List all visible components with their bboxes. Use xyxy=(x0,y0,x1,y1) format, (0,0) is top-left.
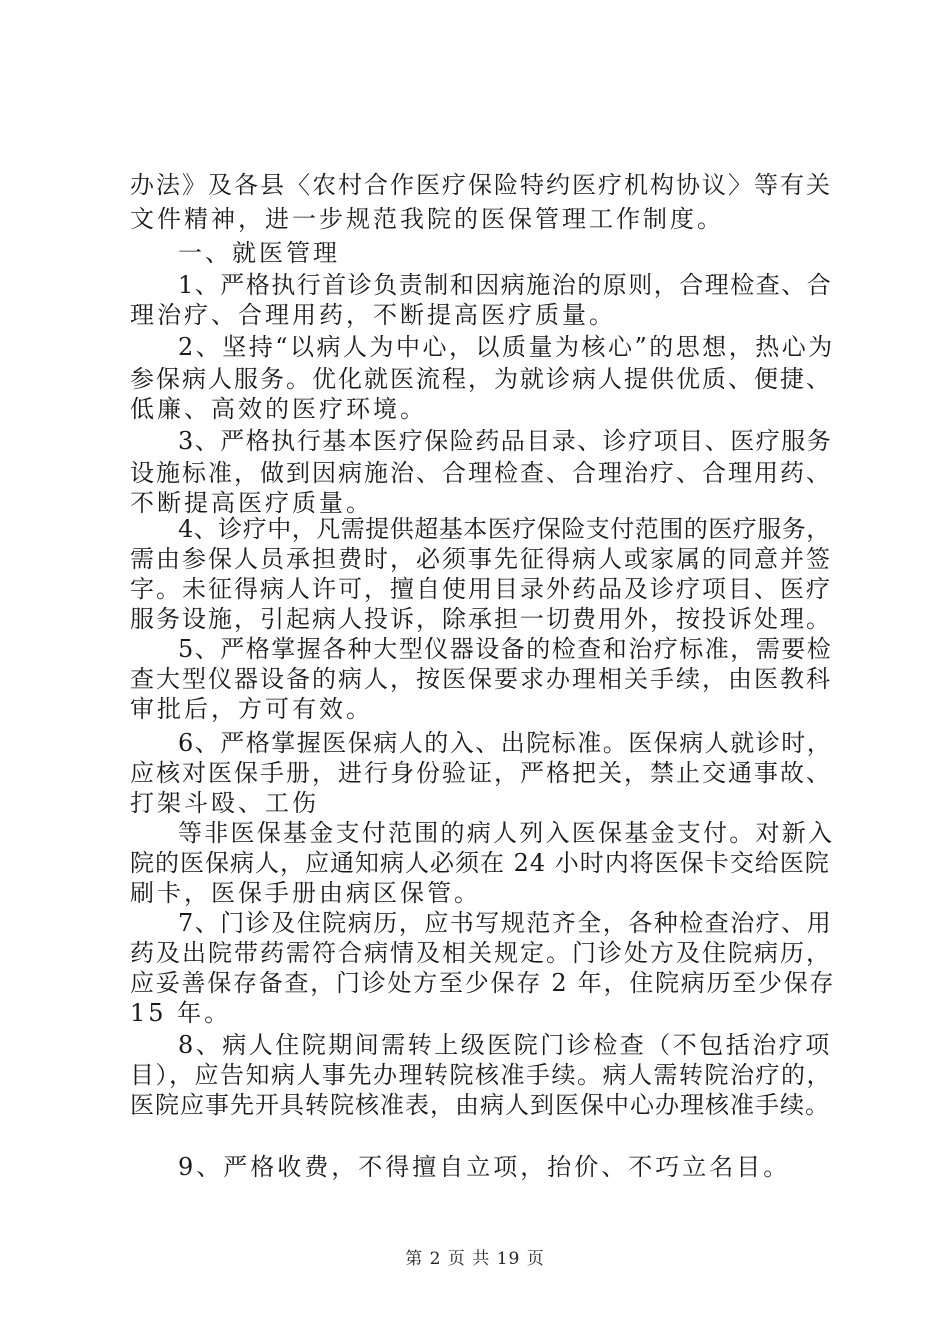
text-line: 低廉、高效的医疗环境。 xyxy=(130,395,427,423)
text-line: 7、门诊及住院病历，应书写规范齐全，各种检查治疗、用 xyxy=(178,909,833,937)
text-line: 需由参保人员承担费时，必须事先征得病人或家属的同意并签 xyxy=(130,545,832,573)
text-line: 办法》及各县〈农村合作医疗保险特约医疗机构协议〉等有关 xyxy=(130,171,832,199)
text-line: 9、严格收费，不得擅自立项，抬价、不巧立名目。 xyxy=(178,1153,791,1181)
page-number: 第 2 页 共 19 页 xyxy=(405,1249,545,1269)
text-line: 等非医保基金支付范围的病人列入医保基金支付。对新入 xyxy=(178,819,835,847)
text-line: 服务设施，引起病人投诉，除承担一切费用外，按投诉处理。 xyxy=(130,605,832,633)
text-line: 8、病人住院期间需转上级医院门诊检查（不包括治疗项 xyxy=(178,1031,832,1059)
text-line: 字。未征得病人许可，擅自使用目录外药品及诊疗项目、医疗 xyxy=(130,575,832,603)
text-line: 审批后，方可有效。 xyxy=(130,695,373,723)
text-line: 打架斗殴、工伤 xyxy=(130,789,319,817)
text-line: 应妥善保存备查，门诊处方至少保存 2 年，住院病历至少保存 xyxy=(130,969,836,997)
text-line: 3、严格执行基本医疗保险药品目录、诊疗项目、医疗服务 xyxy=(178,427,833,455)
text-line: 参保病人服务。优化就医流程，为就诊病人提供优质、便捷、 xyxy=(130,365,832,393)
text-line: 不断提高医疗质量。 xyxy=(130,489,373,517)
text-line: 目），应告知病人事先办理转院核准手续。病人需转院治疗的， xyxy=(130,1061,832,1089)
text-line: 4、诊疗中，凡需提供超基本医疗保险支付范围的医疗服务， xyxy=(178,515,831,543)
section-heading: 一、就医管理 xyxy=(178,239,340,267)
text-line: 理治疗、合理用药，不断提高医疗质量。 xyxy=(130,301,616,329)
text-line: 5、严格掌握各种大型仪器设备的检查和治疗标准，需要检 xyxy=(178,635,833,663)
text-line: 2、坚持“以病人为中心，以质量为核心”的思想，热心为 xyxy=(178,333,835,361)
text-line: 文件精神，进一步规范我院的医保管理工作制度。 xyxy=(130,205,724,233)
text-line: 医院应事先开具转院核准表，由病人到医保中心办理核准手续。 xyxy=(130,1091,830,1119)
text-line: 查大型仪器设备的病人，按医保要求办理相关手续，由医教科 xyxy=(130,665,832,693)
text-line: 6、严格掌握医保病人的入、出院标准。医保病人就诊时， xyxy=(178,729,833,757)
text-line: 设施标准，做到因病施治、合理检查、合理治疗、合理用药、 xyxy=(130,459,832,487)
text-line: 15 年。 xyxy=(130,999,232,1027)
text-line: 刷卡，医保手册由病区保管。 xyxy=(130,879,481,907)
text-line: 应核对医保手册，进行身份验证，严格把关，禁止交通事故、 xyxy=(130,759,832,787)
text-line: 1、严格执行首诊负责制和因病施治的原则，合理检查、合 xyxy=(178,271,833,299)
text-line: 药及出院带药需符合病情及相关规定。门诊处方及住院病历， xyxy=(130,939,832,967)
text-line: 院的医保病人，应通知病人必须在 24 小时内将医保卡交给医院 xyxy=(130,849,830,877)
